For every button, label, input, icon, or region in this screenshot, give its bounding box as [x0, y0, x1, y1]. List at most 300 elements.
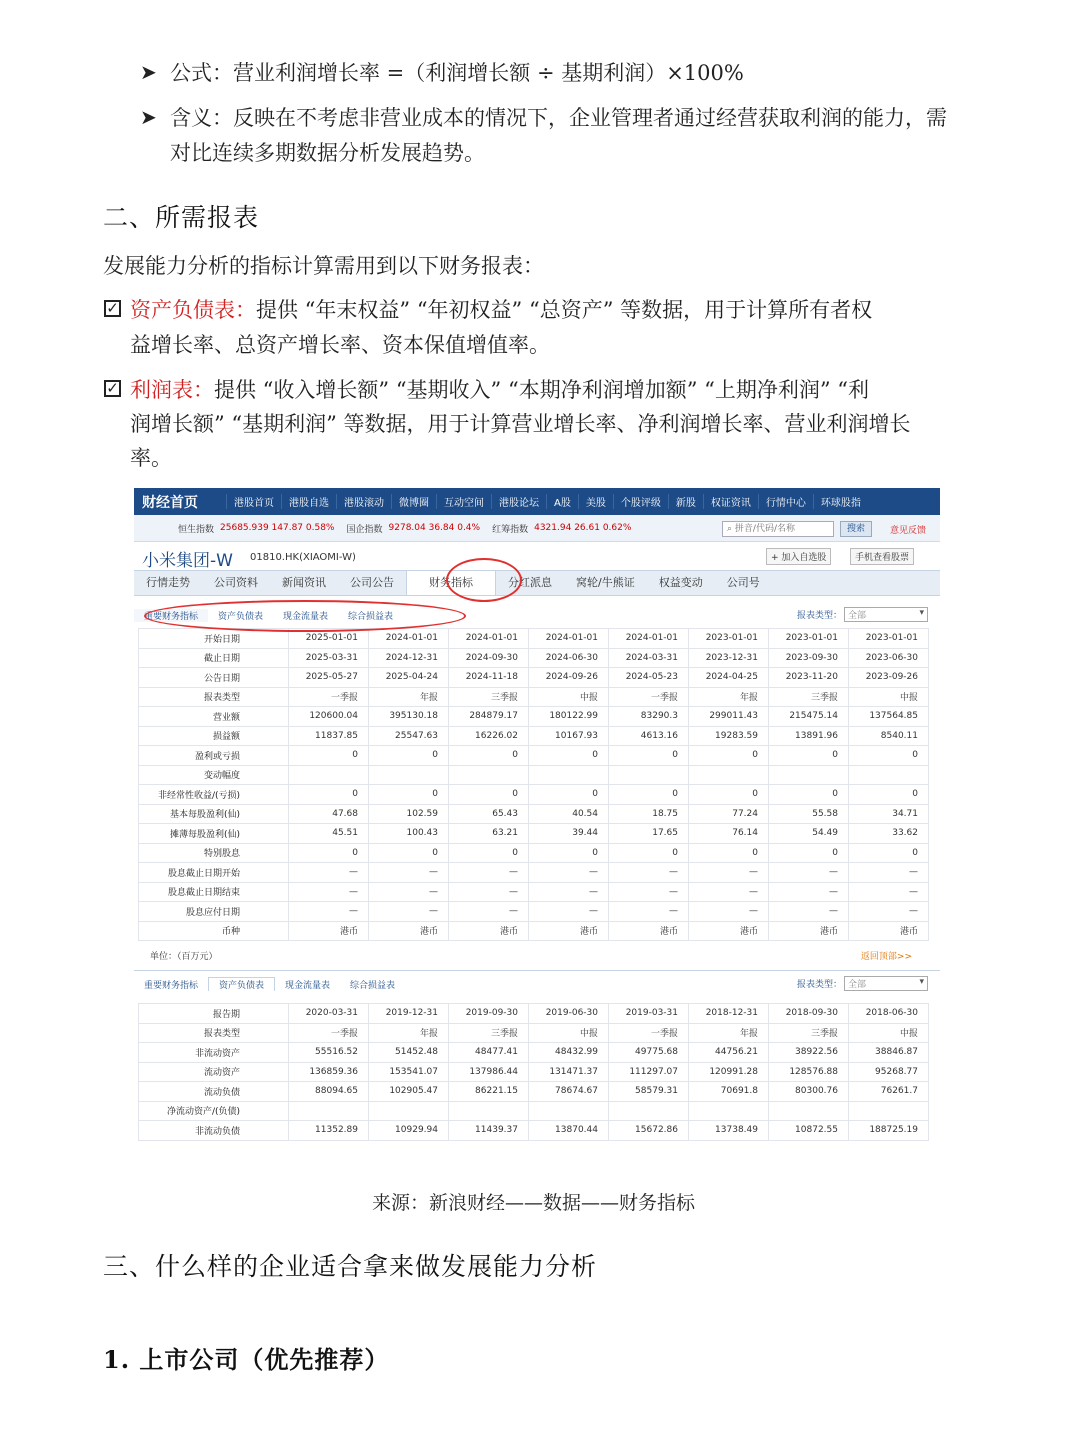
table-row — [139, 902, 929, 922]
table-cell: 2024-05-23 — [609, 668, 689, 688]
table-cell: 一季报 — [289, 1023, 369, 1043]
site-brand[interactable]: 财经首页 — [142, 494, 198, 511]
table-cell: 120600.04 — [289, 707, 369, 727]
table-cell: 港币 — [689, 921, 769, 941]
table-cell: 8540.11 — [849, 726, 929, 746]
table-cell: — — [529, 902, 609, 922]
row-label: 营业额 — [139, 707, 289, 727]
table-cell: 58579.31 — [609, 1082, 689, 1102]
table-row — [139, 843, 929, 863]
row-label: 流动资产 — [139, 1062, 289, 1082]
table-cell: — — [289, 902, 369, 922]
table-cell — [289, 1101, 369, 1121]
nav-item[interactable]: 美股 — [578, 494, 613, 509]
table-cell: 2025-04-24 — [369, 668, 449, 688]
row-label: 非流动资产 — [139, 1043, 289, 1063]
income-statement-desc-1: 提供 “收入增长额” “基期收入” “本期净利润增加额” “上期净利润” “利 — [214, 378, 869, 402]
subtab-income[interactable]: 综合损益表 — [348, 611, 394, 622]
stock-title-row — [134, 542, 940, 570]
table-cell: 15672.86 — [609, 1121, 689, 1141]
nav-item[interactable]: 港股滚动 — [336, 494, 391, 509]
table-row — [139, 804, 929, 824]
tab-financial-indicators[interactable]: 财务指标 — [406, 571, 496, 595]
report-type-label: 报表类型： — [796, 980, 842, 990]
nav-item[interactable]: 环球股指 — [813, 494, 868, 509]
index-value: 4321.94 26.61 0.62% — [534, 523, 632, 533]
table-cell: 2018-09-30 — [769, 1004, 849, 1024]
table-cell: 33.62 — [849, 824, 929, 844]
row-label: 股息截止日期结束 — [139, 882, 289, 902]
table-row — [139, 1101, 929, 1121]
table-cell: 16226.02 — [449, 726, 529, 746]
table-cell: 0 — [849, 746, 929, 766]
table-cell: 0 — [369, 746, 449, 766]
row-label: 损益额 — [139, 726, 289, 746]
table-cell: 70691.8 — [689, 1082, 769, 1102]
subtab-balance-sheet[interactable]: 资产负债表 — [208, 977, 275, 991]
sub-tabs-2 — [134, 971, 940, 997]
table-cell: 78674.67 — [529, 1082, 609, 1102]
table-cell: — — [609, 863, 689, 883]
row-label: 股息应付日期 — [139, 902, 289, 922]
table-cell: 55.58 — [769, 804, 849, 824]
checkbox-icon: ✓ — [104, 300, 121, 317]
table-cell: 三季报 — [769, 687, 849, 707]
table-cell: — — [769, 863, 849, 883]
table-row — [139, 1023, 929, 1043]
table-cell — [689, 765, 769, 785]
table-cell: 2023-12-31 — [689, 648, 769, 668]
table-cell: 2024-04-25 — [689, 668, 769, 688]
table-cell: 95268.77 — [849, 1062, 929, 1082]
table-cell — [849, 765, 929, 785]
table-row — [139, 746, 929, 766]
feedback-link[interactable]: 意见反馈 — [890, 526, 927, 536]
table-cell: 10167.93 — [529, 726, 609, 746]
table-cell: 一季报 — [609, 687, 689, 707]
table-cell: 4613.16 — [609, 726, 689, 746]
main-tabs — [134, 570, 940, 596]
table-cell: — — [689, 882, 769, 902]
figure-caption: 来源：新浪财经——数据——财务指标 — [372, 1192, 696, 1214]
table-cell: 2023-01-01 — [689, 629, 769, 649]
table-cell: 39.44 — [529, 824, 609, 844]
subtab-key-indicators[interactable]: 重要财务指标 — [134, 609, 208, 622]
meaning-line-2: 对比连续多期数据分析发展趋势。 — [170, 141, 485, 165]
subtab-key-indicators[interactable]: 重要财务指标 — [144, 980, 199, 991]
table-cell: 55516.52 — [289, 1043, 369, 1063]
table-cell: 2025-03-31 — [289, 648, 369, 668]
row-label: 特别股息 — [139, 843, 289, 863]
table-row — [139, 707, 929, 727]
table-cell: — — [609, 882, 689, 902]
highlight-oval-tab — [446, 558, 522, 602]
table-cell: 港币 — [529, 921, 609, 941]
row-label: 截止日期 — [139, 648, 289, 668]
meaning-line-1: 含义：反映在不考虑非营业成本的情况下，企业管理者通过经营获取利润的能力，需 — [170, 106, 947, 130]
unit-label: 单位：（百万元） — [150, 952, 218, 962]
back-to-top-link[interactable]: 返回顶部>> — [860, 952, 912, 962]
table-cell — [449, 1101, 529, 1121]
table-cell: 港币 — [289, 921, 369, 941]
table-cell: 11837.85 — [289, 726, 369, 746]
table-cell: 128576.88 — [769, 1062, 849, 1082]
table-cell: 13891.96 — [769, 726, 849, 746]
nav-item[interactable]: 微博圈 — [391, 494, 436, 509]
table-cell: 13870.44 — [529, 1121, 609, 1141]
table-cell — [449, 765, 529, 785]
table-row — [139, 1062, 929, 1082]
row-label: 开始日期 — [139, 629, 289, 649]
table-cell: 77.24 — [689, 804, 769, 824]
table-cell: 2025-05-27 — [289, 668, 369, 688]
bullet-arrow-icon: ➤ — [140, 105, 157, 129]
index-name: 恒生指数 — [178, 524, 215, 535]
table-cell: 65.43 — [449, 804, 529, 824]
balance-sheet-desc-1: 提供 “年末权益” “年初权益” “总资产” 等数据，用于计算所有者权 — [256, 298, 873, 322]
table-cell: — — [769, 902, 849, 922]
table-cell: 48432.99 — [529, 1043, 609, 1063]
search-placeholder: 拼音/代码/名称 — [734, 524, 795, 534]
table-cell: 2024-09-26 — [529, 668, 609, 688]
table-cell: 25547.63 — [369, 726, 449, 746]
table-cell: 0 — [529, 746, 609, 766]
table-cell: 0 — [769, 785, 849, 805]
table-cell: — — [769, 882, 849, 902]
row-label: 报告期 — [139, 1004, 289, 1024]
row-label: 变动幅度 — [139, 765, 289, 785]
table-cell: — — [849, 882, 929, 902]
formula-text: 公式：营业利润增长率 =（利润增长额 ÷ 基期利润）×100% — [170, 61, 744, 85]
nav-item[interactable]: 个股评级 — [613, 494, 668, 509]
table-cell: 2023-06-30 — [849, 648, 929, 668]
table-cell: — — [369, 882, 449, 902]
tab-quotes[interactable]: 行情走势 — [146, 576, 190, 589]
table-cell — [689, 1101, 769, 1121]
table-cell: — — [849, 863, 929, 883]
tab-company[interactable]: 公司资料 — [214, 576, 258, 589]
table-row — [139, 824, 929, 844]
table-cell: — — [529, 882, 609, 902]
table-cell: 2025-01-01 — [289, 629, 369, 649]
row-label: 非流动负债 — [139, 1121, 289, 1141]
table-cell — [769, 765, 849, 785]
table-cell: 45.51 — [289, 824, 369, 844]
table-cell: 港币 — [609, 921, 689, 941]
table-cell: 102905.47 — [369, 1082, 449, 1102]
table-row — [139, 1121, 929, 1141]
table-cell: 13738.49 — [689, 1121, 769, 1141]
table-cell: 120991.28 — [689, 1062, 769, 1082]
table-cell: 0 — [449, 843, 529, 863]
table-cell — [369, 1101, 449, 1121]
table-cell: — — [609, 902, 689, 922]
intro-text: 发展能力分析的指标计算需用到以下财务报表： — [103, 254, 544, 278]
table-cell: 19283.59 — [689, 726, 769, 746]
table-cell: 0 — [849, 785, 929, 805]
table-cell: 年报 — [369, 687, 449, 707]
table-cell: 2023-11-20 — [769, 668, 849, 688]
tab-warrants[interactable]: 窝轮/牛熊证 — [576, 576, 635, 589]
table-cell: 0 — [609, 785, 689, 805]
table-row — [139, 1004, 929, 1024]
row-label: 股息截止日期开始 — [139, 863, 289, 883]
index-ticker-bar — [134, 515, 940, 542]
tab-news[interactable]: 新闻资讯 — [282, 576, 326, 589]
table-cell: — — [369, 902, 449, 922]
row-label: 摊薄每股盈利(仙) — [139, 824, 289, 844]
table-cell: 49775.68 — [609, 1043, 689, 1063]
table-cell: 11352.89 — [289, 1121, 369, 1141]
table-cell: 年报 — [689, 1023, 769, 1043]
table-cell: 136859.36 — [289, 1062, 369, 1082]
row-label: 公告日期 — [139, 668, 289, 688]
table-cell: 中报 — [849, 1023, 929, 1043]
table-cell: 2024-03-31 — [609, 648, 689, 668]
table-cell: 18.75 — [609, 804, 689, 824]
table-cell: 2024-01-01 — [449, 629, 529, 649]
table-row — [139, 648, 929, 668]
table-cell: 2019-03-31 — [609, 1004, 689, 1024]
table-cell: 三季报 — [449, 1023, 529, 1043]
table-cell: 0 — [609, 843, 689, 863]
table-cell: 10929.94 — [369, 1121, 449, 1141]
table-cell: 2024-01-01 — [609, 629, 689, 649]
table-cell: 0 — [609, 746, 689, 766]
search-button[interactable]: 搜索 — [840, 521, 872, 537]
table-row — [139, 863, 929, 883]
nav-item[interactable]: A股 — [546, 494, 578, 509]
table-cell: 2024-01-01 — [369, 629, 449, 649]
table-cell: 2024-12-31 — [369, 648, 449, 668]
table-cell: 0 — [369, 843, 449, 863]
index-value: 25685.939 147.87 0.58% — [220, 523, 335, 533]
table-cell: 44756.21 — [689, 1043, 769, 1063]
highlight-oval-subtabs — [144, 600, 466, 632]
table-cell: 中报 — [529, 687, 609, 707]
tab-equity-changes[interactable]: 权益变动 — [658, 576, 703, 589]
table-cell: 395130.18 — [369, 707, 449, 727]
table-cell: 年报 — [689, 687, 769, 707]
table-cell: 0 — [529, 843, 609, 863]
table-cell: — — [289, 863, 369, 883]
table-cell: 2020-03-31 — [289, 1004, 369, 1024]
table-row — [139, 1043, 929, 1063]
table-cell — [609, 1101, 689, 1121]
balance-sheet-table — [138, 1003, 929, 1141]
table-cell: 0 — [449, 746, 529, 766]
table-cell: 284879.17 — [449, 707, 529, 727]
nav-item[interactable]: 权证资讯 — [703, 494, 758, 509]
report-type-select[interactable]: 全部 ▾ — [844, 607, 928, 622]
table-cell: 10872.55 — [769, 1121, 849, 1141]
table-cell — [769, 1101, 849, 1121]
table-cell: 0 — [689, 843, 769, 863]
table-row — [139, 629, 929, 649]
table-cell: 港币 — [769, 921, 849, 941]
table-cell: 中报 — [849, 687, 929, 707]
table-cell: 2024-01-01 — [529, 629, 609, 649]
table-cell: 11439.37 — [449, 1121, 529, 1141]
table-cell: 中报 — [529, 1023, 609, 1043]
table-cell: 2019-09-30 — [449, 1004, 529, 1024]
table-cell — [609, 765, 689, 785]
stock-search-input[interactable] — [722, 521, 834, 537]
nav-item[interactable]: 港股首页 — [226, 494, 281, 509]
row-label: 盈利或亏损 — [139, 746, 289, 766]
table-cell: 0 — [689, 746, 769, 766]
table-row — [139, 726, 929, 746]
table-cell: — — [449, 902, 529, 922]
table-cell: 三季报 — [769, 1023, 849, 1043]
table-cell: 2019-06-30 — [529, 1004, 609, 1024]
table-cell: 100.43 — [369, 824, 449, 844]
nav-item[interactable]: 港股论坛 — [491, 494, 546, 509]
nav-item[interactable]: 行情中心 — [758, 494, 813, 509]
mobile-view-button[interactable]: 手机查看股票 — [850, 548, 914, 565]
table-cell: 0 — [289, 843, 369, 863]
balance-sheet-desc-2: 益增长率、总资产增长率、资本保值增值率。 — [130, 333, 550, 357]
table-cell: — — [449, 863, 529, 883]
income-statement-title: 利润表： — [130, 378, 214, 402]
sina-finance-screenshot — [134, 488, 940, 1170]
table-cell: 86221.15 — [449, 1082, 529, 1102]
income-statement-desc-3: 率。 — [130, 446, 172, 470]
table-cell: 0 — [289, 746, 369, 766]
table-cell: 一季报 — [609, 1023, 689, 1043]
table-cell: — — [369, 863, 449, 883]
table-cell: 港币 — [449, 921, 529, 941]
table-cell: 88094.65 — [289, 1082, 369, 1102]
row-label: 净流动资产/(负债) — [139, 1101, 289, 1121]
top-nav-bar — [134, 488, 940, 515]
table-cell: 34.71 — [849, 804, 929, 824]
table-cell: 76261.7 — [849, 1082, 929, 1102]
table-cell: 2023-01-01 — [769, 629, 849, 649]
table-cell: 2019-12-31 — [369, 1004, 449, 1024]
table-cell: 0 — [689, 785, 769, 805]
table-cell: 0 — [529, 785, 609, 805]
table-row — [139, 921, 929, 941]
table-cell: 2023-09-26 — [849, 668, 929, 688]
table-cell: 180122.99 — [529, 707, 609, 727]
table-row — [139, 1082, 929, 1102]
row-label: 币种 — [139, 921, 289, 941]
table-cell: 299011.43 — [689, 707, 769, 727]
table-cell: 0 — [769, 843, 849, 863]
table-row — [139, 668, 929, 688]
index-value: 9278.04 36.84 0.4% — [388, 523, 481, 533]
bullet-arrow-icon: ➤ — [140, 60, 157, 84]
checkbox-icon: ✓ — [104, 380, 121, 397]
table-cell: 2024-11-18 — [449, 668, 529, 688]
subtab-income[interactable]: 综合损益表 — [350, 980, 396, 991]
unit-row — [134, 941, 940, 965]
table-cell: 83290.3 — [609, 707, 689, 727]
table-cell: 54.49 — [769, 824, 849, 844]
table-row — [139, 765, 929, 785]
table-cell: 2018-12-31 — [689, 1004, 769, 1024]
table-cell: 港币 — [369, 921, 449, 941]
table-cell — [289, 765, 369, 785]
table-cell: 三季报 — [449, 687, 529, 707]
row-label: 非经常性收益/(亏损) — [139, 785, 289, 805]
table-cell: 111297.07 — [609, 1062, 689, 1082]
search-icon: ⌕ — [727, 524, 735, 534]
income-statement-desc-2: 润增长额” “基期利润” 等数据，用于计算营业增长率、净利润增长率、营业利润增长 — [130, 412, 911, 436]
table-row — [139, 882, 929, 902]
table-cell: 38922.56 — [769, 1043, 849, 1063]
table-cell: 63.21 — [449, 824, 529, 844]
row-label: 报表类型 — [139, 687, 289, 707]
balance-sheet-title: 资产负债表： — [130, 298, 256, 322]
table-row — [139, 687, 929, 707]
table-cell: 51452.48 — [369, 1043, 449, 1063]
table-cell: — — [289, 882, 369, 902]
table-cell: 0 — [769, 746, 849, 766]
table-cell: 137564.85 — [849, 707, 929, 727]
report-type-label: 报表类型： — [796, 611, 842, 621]
nav-item[interactable]: 互动空间 — [436, 494, 491, 509]
table-cell: 40.54 — [529, 804, 609, 824]
subtab-balance-sheet[interactable]: 资产负债表 — [218, 611, 264, 622]
table-cell: 0 — [289, 785, 369, 805]
table-cell: 港币 — [849, 921, 929, 941]
row-label: 报表类型 — [139, 1023, 289, 1043]
key-indicators-table — [138, 628, 929, 941]
tab-company-account[interactable]: 公司号 — [726, 576, 760, 589]
section-heading-reports: 二、所需报表 — [103, 203, 260, 232]
table-cell: 153541.07 — [369, 1062, 449, 1082]
nav-item[interactable]: 港股自选 — [281, 494, 336, 509]
index-name: 国企指数 — [346, 524, 383, 535]
table-cell: 一季报 — [289, 687, 369, 707]
tab-dividends[interactable]: 分红派息 — [508, 576, 552, 589]
tab-announcements[interactable]: 公司公告 — [350, 576, 394, 589]
table-cell: 0 — [449, 785, 529, 805]
table-cell — [849, 1101, 929, 1121]
report-type-select[interactable]: 全部 ▾ — [844, 976, 928, 991]
row-label: 流动负债 — [139, 1082, 289, 1102]
table-cell: — — [689, 902, 769, 922]
table-cell: 131471.37 — [529, 1062, 609, 1082]
subtab-cash-flow[interactable]: 现金流量表 — [283, 611, 329, 622]
table-cell — [529, 765, 609, 785]
subheading-listed-companies: 1. 上市公司（优先推荐） — [103, 1345, 390, 1374]
table-cell: 76.14 — [689, 824, 769, 844]
table-cell: — — [449, 882, 529, 902]
nav-item[interactable]: 新股 — [668, 494, 703, 509]
section-heading-companies: 三、什么样的企业适合拿来做发展能力分析 — [103, 1252, 598, 1281]
table-cell: 0 — [849, 843, 929, 863]
table-cell: — — [529, 863, 609, 883]
table-cell: 2023-09-30 — [769, 648, 849, 668]
table-cell: 80300.76 — [769, 1082, 849, 1102]
table-cell: 2023-01-01 — [849, 629, 929, 649]
add-to-watchlist-button[interactable]: + 加入自选股 — [766, 548, 831, 565]
table-cell: — — [849, 902, 929, 922]
table-cell: 0 — [369, 785, 449, 805]
subtab-cash-flow[interactable]: 现金流量表 — [285, 980, 331, 991]
table-cell: 47.68 — [289, 804, 369, 824]
row-label: 基本每股盈利(仙) — [139, 804, 289, 824]
table-cell: 17.65 — [609, 824, 689, 844]
stock-code: 01810.HK(XIAOMI-W) — [250, 552, 356, 563]
table-row — [139, 785, 929, 805]
table-cell — [369, 765, 449, 785]
table-cell: 215475.14 — [769, 707, 849, 727]
table-cell: 2024-06-30 — [529, 648, 609, 668]
